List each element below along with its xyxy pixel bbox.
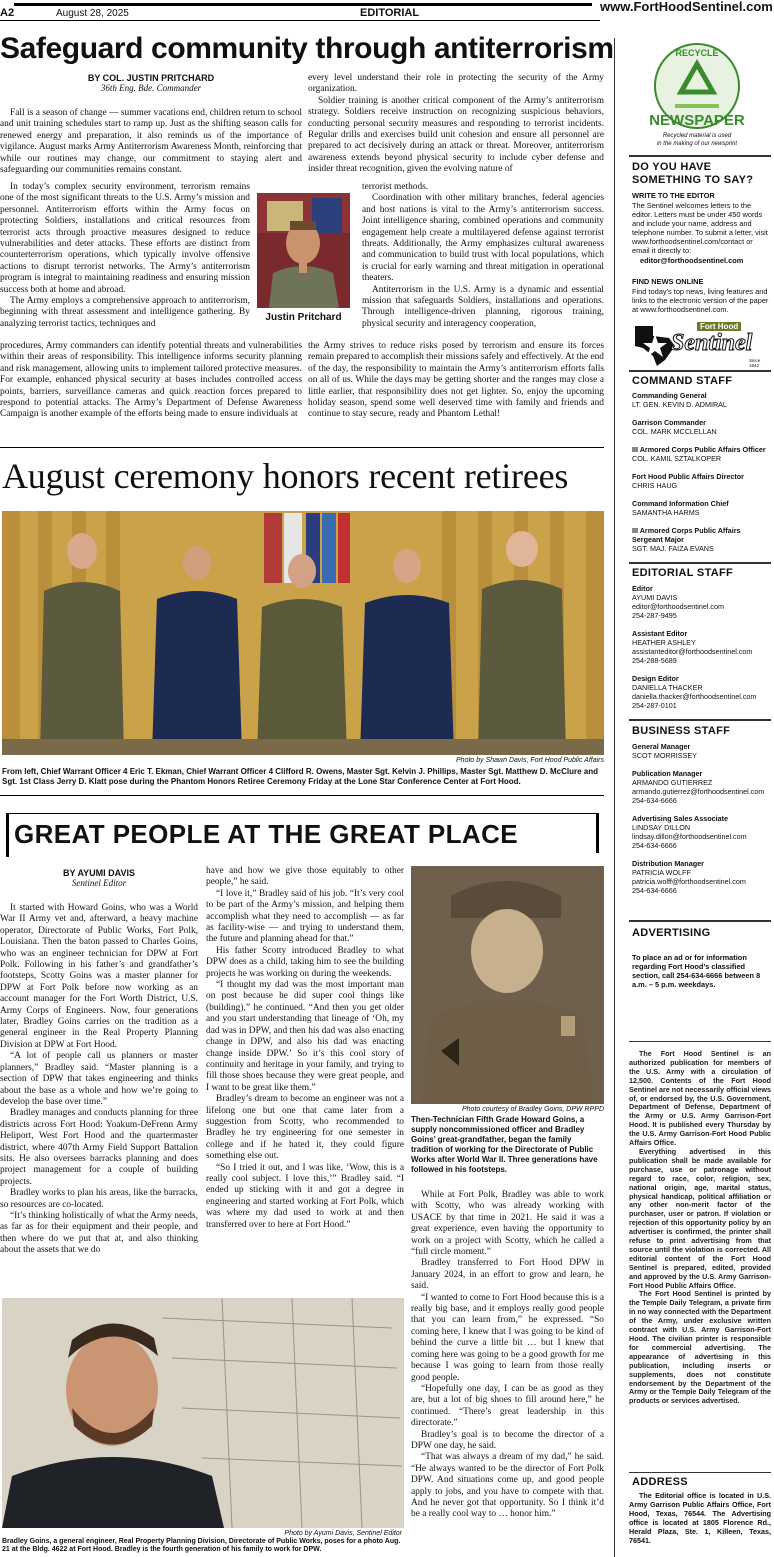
article1-col2-top [308, 73, 604, 176]
sidebar-rule [629, 1041, 771, 1042]
site-url[interactable]: www.FortHoodSentinel.com [600, 0, 773, 14]
article3-headline: GREAT PEOPLE AT THE GREAT PLACE [14, 819, 519, 849]
staff-email[interactable]: editor@forthoodsentinel.com [632, 602, 724, 611]
article3-byline-role: Sentinel Editor [71, 878, 127, 888]
bradley-photo-credit: Photo by Ayumi Davis, Sentinel Editor [284, 1530, 402, 1537]
article3-paragraph: “So I tried it out, and I was like, ‘Wow, this is a really cool subject. I love this,’” Bradley said. “I ended up sticking with it and got a degree in engineering and started working at Fort Polk, which was where my dad used to work at and then transferred over to here at Fort Hood.” [206, 1162, 404, 1230]
article3-paragraph: Bradley transferred to Fort Hood DPW in January 2024, in an effort to grow and learn, he said. [411, 1258, 604, 1292]
staff-role: Fort Hood Public Affairs Director [632, 472, 744, 481]
staff-name: HEATHER ASHLEY [632, 638, 696, 647]
find-text: Find today’s top news, living features and links to the electronic version of the paper at www.forthoodsentinel.com. [632, 287, 769, 314]
staff-name: COL. KAMIL SZTALKOPER [632, 454, 722, 463]
recycle-logo [637, 42, 757, 150]
header-rule [0, 20, 600, 21]
sidebar-rule [629, 920, 771, 922]
article3-paragraph: “A lot of people call us planners or master planners,” Bradley said. “Master planning is a section of DPW that takes engineering and thinks about the base as a whole and how we’re going to develop the base over time.” [0, 1051, 198, 1107]
editorial-list [632, 584, 772, 719]
banner-right-bar [596, 813, 599, 853]
article3-banner [2, 813, 604, 857]
staff-role: Distribution Manager [632, 859, 704, 868]
article1-headline: Safeguard community through antiterrorism [0, 32, 614, 65]
staff-phone: 254-287-0101 [632, 701, 677, 710]
article3-paragraph: While at Fort Polk, Bradley was able to work with Scotty, who was already working with USACE by that time in 2021. He said it was a great experience, even having the opportunity to work on a project with Scotty, which he called a “full circle moment.” [411, 1190, 604, 1258]
staff-entry [632, 814, 772, 850]
issue-date: August 28, 2025 [56, 8, 129, 19]
command-heading: COMMAND STAFF [632, 375, 733, 387]
staff-role: III Armored Corps Public Affairs Officer [632, 445, 766, 454]
article1-col1-full [0, 341, 302, 421]
staff-name: SAMANTHA HARMS [632, 508, 700, 517]
staff-entry [632, 629, 772, 665]
article1-paragraph: Coordination with other military branches, federal agencies and host nations is vital to the Army’s antiterrorism success. Joint intelligence sharing, combined operations and community engagement help create a multilayered defense against terrorist threats. Additionally, the Army emphasizes cultural awareness and communication to build trust with local populations, which is crucial for early warning and threat mitigation in operational theaters. [362, 193, 604, 284]
article3-paragraph: Bradley’s dream to become an engineer was not a lifelong one but one that came later from a suggestion from Scotty, who recommended to Bradley he try engineering for one semester in college and if he hated it, they could figure something else out. [206, 1094, 404, 1162]
write-heading: WRITE TO THE EDITOR [632, 191, 715, 200]
article1-col2-right [362, 182, 604, 330]
staff-entry [632, 472, 772, 490]
staff-entry [632, 742, 772, 760]
staff-email[interactable]: assistanteditor@forthoodsentinel.com [632, 647, 753, 656]
recycle-note-1: Recycled material is used [662, 133, 732, 139]
article3-col3 [411, 1190, 604, 1521]
article3-col2 [206, 866, 404, 1231]
article1-paragraph: procedures, Army commanders can identify potential threats and vulnerabilities within their areas of responsibility. This intelligence informs security planning and risk management, allowing units to implement tailored protective measures. For example, enhanced physical security at bases includes controlled access points, barriers, surveillance cameras and quick reaction forces prepared to respond to potential attacks. The Army’s Department of Defense Awareness Campaign is another example of the efforts being made to ensure individuals at [0, 341, 302, 420]
address-heading: ADDRESS [632, 1476, 688, 1488]
article3-paragraph: Bradley’s goal is to become the director of a DPW one day, he said. [411, 1429, 604, 1451]
article1-paragraph: terrorist methods. [362, 182, 429, 192]
sidebar-rule [629, 370, 771, 372]
article1-col1-top [0, 108, 302, 176]
staff-role: Design Editor [632, 674, 679, 683]
header-bar [14, 3, 592, 6]
article3-paragraph: “I thought my dad was the most important man on post because he did super cool things like (building),” he continued. “And then you get older and you start understanding that lineage of ‘Oh, my dad was in DPW, and then his dad was also enacting change in DPW, and also his dad was enacting change inside DPW.’ So it’s this cool story of continuity and heritage in your family, and trying to fill those shoes because they were great people, and I want to be great like them.” [206, 980, 404, 1093]
article1-paragraph: Fall is a season of change — summer vacations end, children return to school and unit training schedules start to ramp up. Just as the shifting season calls for renewed energy and preparation, it also reminds us of the importance of vigilance. August marks Army Antiterrorism Awareness Month, reinforcing that while our routines may change, our commitment to staying alert and safeguarding our communities remains constant. [0, 108, 302, 176]
write-text: The Sentinel welcomes letters to the editor. Letters must be under 450 words and include your name, address and telephone number. To submit a letter, visit www.forthoodsentinel.com/contact or email it directly to: [632, 201, 768, 255]
staff-name: ARMANDO GUTIERREZ [632, 778, 713, 787]
page-number: A2 [0, 7, 15, 19]
staff-entry [632, 674, 772, 710]
find-heading: FIND NEWS ONLINE [632, 277, 704, 286]
ceremony-photo [2, 511, 604, 755]
vintage-photo-credit: Photo courtesy of Bradley Goins, DPW RPPD [462, 1106, 604, 1113]
staff-entry [632, 499, 772, 517]
article3-paragraph: It started with Howard Goins, who was a World War II Army vet and, afterward, a heavy machine operator, Directorate of Public Works, Fort Polk, Louisiana. Then the baton passed to Charles Goins, who was an engineer technician for DPW at Fort Polk. Following in his father’s and grandfather’s footsteps, Scotty Goins was a master planner for DPW at Fort Polk before now working as an account manager for the Fort Worth District, U.S. Army Corps of Engineers. Now, four generations later, Bradley Goins carries on the tradition as a general engineer in the Real Property Planning Division at DPW at Fort Hood. [0, 903, 198, 1050]
page-header [0, 0, 774, 22]
sidebar-rule [629, 155, 771, 157]
article3-paragraph: “I love it,” Bradley said of his job. “It’s very cool to be part of the Army’s mission, and helping them accomplish what they need to accomplish — as far as facility-wise — and trying to understand them, the future and planning ahead for that.” [206, 888, 404, 945]
staff-name: LINDSAY DILLON [632, 823, 691, 832]
article2-headline: August ceremony honors recent retirees [2, 456, 569, 496]
bradley-image [2, 1298, 404, 1528]
staff-email[interactable]: armando.gutierrez@forthoodsentinel.com [632, 787, 765, 796]
command-list [632, 391, 772, 562]
staff-name: CHRIS HAUG [632, 481, 678, 490]
staff-phone: 254-634-6666 [632, 796, 677, 805]
advertising-heading: ADVERTISING [632, 927, 711, 939]
staff-entry [632, 418, 772, 436]
staff-name: SCOT MORRISSEY [632, 751, 697, 760]
staff-entry [632, 526, 772, 553]
staff-entry [632, 445, 772, 463]
staff-entry [632, 391, 772, 409]
staff-name: LT. GEN. KEVIN D. ADMIRAL [632, 400, 727, 409]
ceremony-image [2, 511, 604, 755]
article3-paragraph: His father Scotty introduced Bradley to what DPW does as a child, taking him to see the building projects he was working on during the weekends. [206, 945, 404, 979]
staff-name: DANIELLA THACKER [632, 683, 703, 692]
article1-paragraph: Antiterrorism in the U.S. Army is a dynamic and essential mission that safeguards Soldiers, installations and operations. Through intelligence-driven planning, rigorous training, physical security and interagency cooperation, [362, 284, 604, 329]
staff-role: Assistant Editor [632, 629, 688, 638]
staff-name: PATRICIA WOLFF [632, 868, 691, 877]
editorial-heading: EDITORIAL STAFF [632, 567, 734, 579]
vintage-photo [411, 866, 604, 1104]
say-heading [632, 161, 772, 187]
sentinel-logo [631, 320, 771, 368]
staff-entry [632, 859, 772, 895]
recycle-top-text: RECYCLE [675, 48, 719, 58]
article1-paragraph: The Army employs a comprehensive approach to antiterrorism, beginning with threat assessment and intelligence gathering. By analyzing terrorist tactics, techniques and [0, 296, 250, 329]
article1-byline-block [0, 73, 302, 93]
staff-role: Commanding General [632, 391, 707, 400]
vintage-photo-caption: Then-Technician Fifth Grade Howard Goins, a supply noncommissioned officer and Bradley Goins’ great-grandfather, began the family tradition of working for the Directorate of Public Works after World War II. Three generations have followed in his footsteps. [411, 1115, 598, 1174]
banner-left-bar [6, 813, 9, 857]
staff-name: AYUMI DAVIS [632, 593, 678, 602]
advertising-text: To place an ad or for information regarding Fort Hood’s classified section, call 254-634-6666 between 8 a.m. – 5 p.m. weekdays. [632, 953, 761, 989]
section-divider [0, 795, 604, 796]
sidebar-rule [629, 1472, 771, 1473]
logo-since-text: Since 1942 [749, 358, 761, 368]
article3-paragraph: “I wanted to come to Fort Hood because this is a really big base, and it employs really good people that you can learn from,” he expressed. “So coming here, I knew that I was going to be kind of behind the curve a little bit … but I knew that coming here was going to be a good growth for me because I was going to learn from those really good people. [411, 1292, 604, 1383]
staff-email[interactable]: patricia.wolff@forthoodsentinel.com [632, 877, 746, 886]
sidebar [614, 38, 770, 1557]
staff-role: III Armored Corps Public Affairs Sergeant Major [632, 526, 741, 544]
vintage-image [411, 866, 604, 1104]
staff-phone: 254-288-5689 [632, 656, 677, 665]
staff-role: Command Information Chief [632, 499, 729, 508]
staff-role: Advertising Sales Associate [632, 814, 729, 823]
bradley-photo-caption: Bradley Goins, a general engineer, Real Property Planning Division, Directorate of Public Works, poses for a photo Aug. 21 at the Bldg. 4622 at Fort Hood. Bradley is the fourth generation of his family to work for DPW. [2, 1538, 401, 1553]
disclaimer-paragraph: Everything advertised in this publication shall be made available for purchase, use or patronage without regard to race, color, religion, sex, national origin, age, marital status, physical handicap, political affiliation or any other non-merit factor of the purchaser, user or patron. If violation or rejection of this opportunity policy by an advertiser is confirmed, the printer shall refuse to print advertising from that source until the violation is corrected. All editorial content of the Fort Hood Sentinel is prepared, edited, provided and approved by the U.S. Army Garrison-Fort Hood Public Affairs Office. [629, 1146, 771, 1290]
bradley-photo [2, 1298, 404, 1528]
recycle-bottom-text: NEWSPAPER [649, 112, 745, 129]
article3-paragraph: “That was always a dream of my dad,” he said. “He always wanted to be the director of Fort Polk DPW. And situations come up, and good people apply to jobs, and you have to compete with that. And he never got that opportunity. So I think it’d be a really cool way to … honor him.” [411, 1452, 604, 1520]
ceremony-photo-credit: Photo by Shawn Davis, Fort Hood Public Affairs [456, 757, 604, 764]
staff-email[interactable]: daniella.thacker@forthoodsentinel.com [632, 692, 757, 701]
say-heading-line-1: DO YOU HAVE [632, 161, 712, 173]
article3-paragraph: Bradley works to plan his areas, like the barracks, so resources are co-located. [0, 1188, 198, 1210]
article3-byline-block [0, 868, 198, 888]
article1-paragraph: every level understand their role in protecting the security of the Army organization. [308, 73, 604, 95]
staff-entry [632, 769, 772, 805]
logo-big-text: Sentinel [671, 330, 753, 356]
staff-name: COL. MARK MCCLELLAN [632, 427, 717, 436]
section-divider [0, 447, 604, 448]
disclaimer-paragraph: The Fort Hood Sentinel is printed by the Temple Daily Telegram, a private firm in no way connected with the Department of the Army, under exclusive written contract with U.S. Army Garrison-Fort Hood. The civilian printer is responsible for commercial advertising. The appearance of advertising in this publication, including inserts or supplements, does not constitute endorsement by the Department of the Army or the Temple Daily Telegram of the products or services advertised. [629, 1289, 771, 1406]
article3-paragraph: “Hopefully one day, I can be as good as they are, but a lot of big shoes to fill around here,” he continued. “There’s great leadership in this directorate.” [411, 1383, 604, 1429]
staff-phone: 254-634-6666 [632, 886, 677, 895]
portrait-caption: Justin Pritchard [265, 312, 342, 323]
article1-col1-left [0, 182, 250, 330]
article3-col1 [0, 903, 198, 1257]
ceremony-caption: From left, Chief Warrant Officer 4 Eric T. Ekman, Chief Warrant Officer 4 Clifford R. Owens, Master Sgt. Kelvin J. Phillips, Master Sgt. Matthew D. McClure and Sgt. 1st Class Jerry D. Klatt pose during the Phantom Honors Retiree Ceremony Friday at the Lone Star Conference Center at Fort Hood. [2, 767, 598, 786]
staff-role: Publication Manager [632, 769, 703, 778]
article3-paragraph: “It’s thinking holistically of what the Army needs, as far as for their equipment and their people, and then where do we put that at, and also thinking about the assets that we do [0, 1210, 198, 1256]
article1-byline: BY COL. JUSTIN PRITCHARD [87, 73, 215, 83]
staff-phone: 254-634-6666 [632, 841, 677, 850]
disclaimer-block [629, 1050, 771, 1406]
address-text: The Editorial office is located in U.S. Army Garrison Public Affairs Office, Fort Hood, Texas, 76544. The Advertising office is located at 1805 Florence Rd., Herald Plaza, Ste. 1, Killeen, Texas, 76541. [629, 1491, 771, 1545]
staff-role: Editor [632, 584, 653, 593]
staff-role: Garrison Commander [632, 418, 706, 427]
article1-paragraph: the Army strives to reduce risks posed by terrorism and ensure its forces remain prepared to accomplish their missions safely and effectively. At the end of the day, the responsibility to maintain the Army’s antiterrorism efforts falls on all of us. While the days may be getting shorter and the ranges may close a little earlier, that responsibility does not get lighter. So, enjoy the upcoming holiday season, spend some well deserved time with family and friends and continue to stay secure, ready and Phantom Lethal! [308, 341, 604, 420]
logo-small-text: Fort Hood [697, 322, 741, 331]
write-email[interactable]: editor@forthoodsentinel.com [640, 256, 744, 265]
article3-byline: BY AYUMI DAVIS [62, 868, 136, 878]
article1-paragraph: Soldier training is another critical component of the Army’s antiterrorism strategy. Soldiers receive instruction on recognizing suspicious behaviors, conducting personal security measures and responding to terrorist incidents. Regular drills and exercises build unit cohesion and ensure all personnel are prepared to act decisively during an attack or threat. Moreover, antiterrorism awareness extends beyond physical security to include cyber defense and insider threat recognition, given the evolving nature of [308, 95, 604, 175]
article1-byline-role: 36th Eng. Bde. Commander [100, 83, 202, 93]
sidebar-rule [629, 719, 771, 721]
staff-role: General Manager [632, 742, 691, 751]
portrait-photo [257, 193, 350, 308]
article1-col2-bottom [308, 341, 604, 421]
staff-entry [632, 584, 772, 620]
recycle-note-2: in the making of our newsprint [656, 141, 738, 147]
staff-phone: 254-287-9495 [632, 611, 677, 620]
business-heading: BUSINESS STAFF [632, 725, 731, 737]
say-heading-line-2: SOMETHING TO SAY? [632, 174, 754, 186]
staff-name: SGT. MAJ. FAIZA EVANS [632, 544, 714, 553]
banner-top-line [6, 813, 599, 814]
article3-paragraph: Bradley manages and conducts planning for three districts across Fort Hood: Yoakum-DeFrenn Army Heliport, West Fort Hood and the quartermaster district, where 407th Army Field Support Battalion sits. He also oversees barracks planning and does project management for a couple of building projects. [0, 1108, 198, 1187]
sidebar-rule [629, 562, 771, 564]
article3-paragraph: have and how we give those equitably to other people,” he said. [206, 866, 404, 888]
section-name: EDITORIAL [360, 7, 420, 19]
portrait-image [257, 193, 350, 308]
article1-paragraph: In today’s complex security environment, terrorism remains one of the most significant threats to the U.S. Army’s mission and personnel. Antiterrorism efforts within the Army focus on protecting Soldiers, installations and critical resources from terrorist acts through proactive measures designed to reduce vulnerabilities and deter attacks. These efforts are distinct from counterterrorism operations, which typically involve offensive actions to disrupt terrorist networks. The Army’s antiterrorism program is integral to maintaining readiness and ensuring mission success both at home and abroad. [0, 182, 250, 295]
staff-email[interactable]: lindsay.dillon@forthoodsentinel.com [632, 832, 747, 841]
business-list [632, 742, 772, 904]
disclaimer-paragraph: The Fort Hood Sentinel is an authorized publication for members of the U.S. Army with a circulation of 12,500. Contents of the Fort Hood Sentinel are not necessarily official views of, or endorsed by, the U.S. Government, Department of Defense, Department of the Army or U.S. Army Garrison-Fort Hood. It is published every Thursday by the U.S. Army Garrison-Fort Hood Public Affairs Office. [629, 1049, 771, 1148]
